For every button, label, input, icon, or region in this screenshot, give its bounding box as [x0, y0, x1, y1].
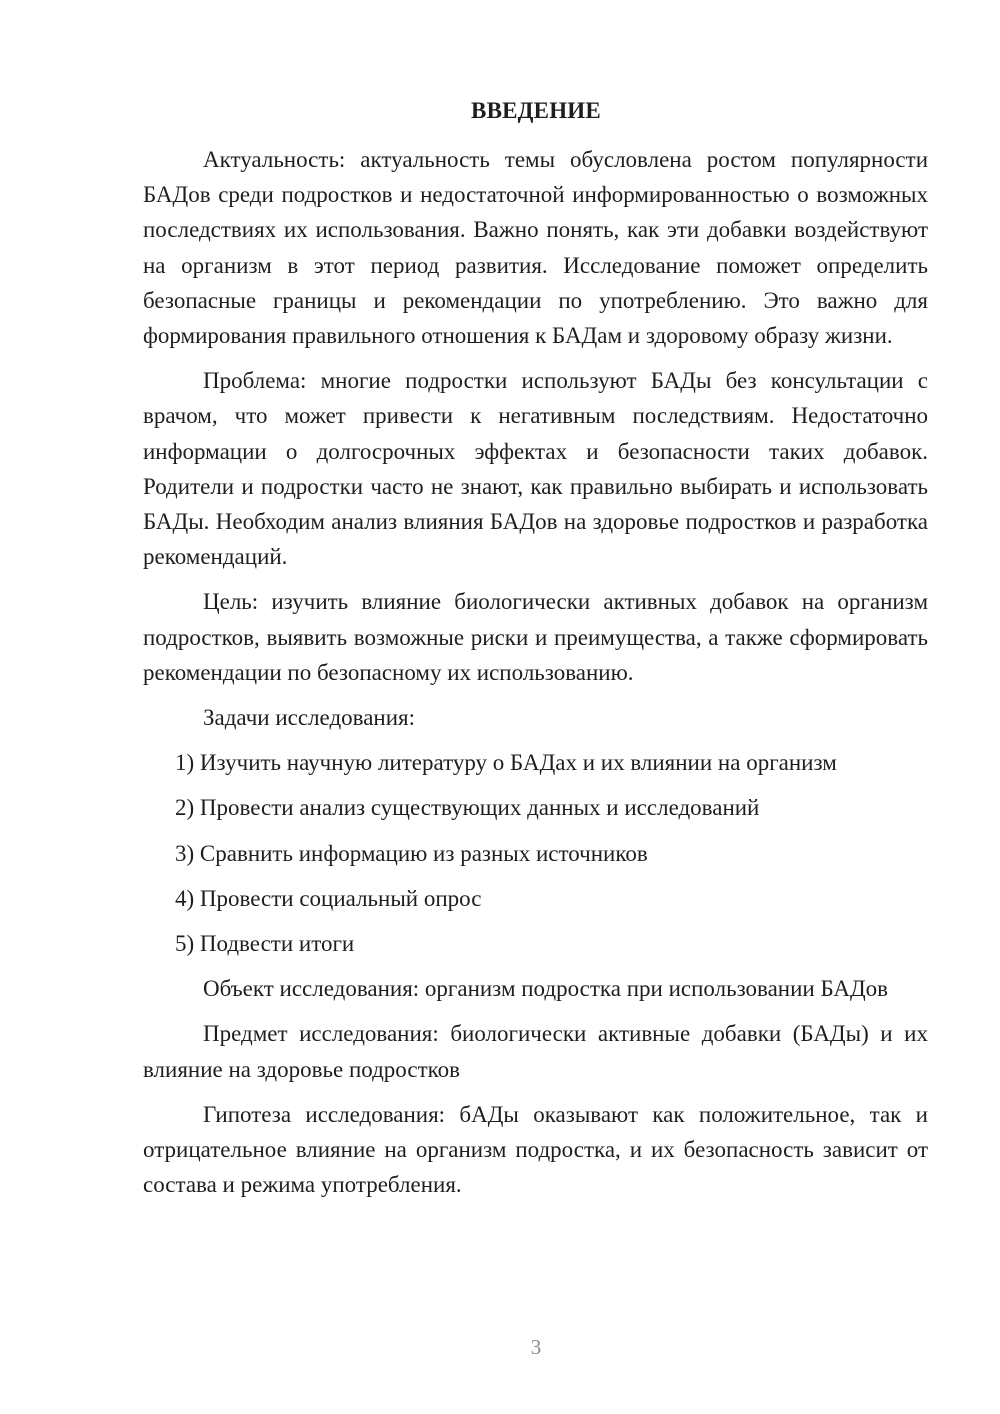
page-title: ВВЕДЕНИЕ — [471, 98, 601, 123]
tasks-heading: Задачи исследования: — [203, 705, 416, 731]
paragraph-relevance: Актуальность: актуальность темы обусловлена ростом популярности БАДов среди подростков и недостаточной информированностью о возможных последствиях их использования. Важно понять, как эти добавки воздействуют на организм в этот период развития. Исследование поможет определить безопасные границы и рекомендации по употреблению. Это важно для формирования правильного отношения к БАДам и здоровому образу жизни. — [143, 147, 928, 349]
page-number: 3 — [530, 1335, 542, 1359]
task-item: 1) Изучить научную литературу о БАДах и их влиянии на организм — [175, 750, 837, 776]
task-item: 3) Сравнить информацию из разных источников — [175, 840, 648, 866]
tasks-list — [143, 745, 928, 961]
paragraph-problem: Проблема: многие подростки используют БАДы без консультации с врачом, что может привести к негативным последствиям. Недостаточно информации о долгосрочных эффектах и безопасности таких добавок. Родители и подростки часто не знают, как правильно выбирать и использовать БАДы. Необходим анализ влияния БАДов на здоровье подростков и разработка рекомендаций. — [143, 368, 928, 570]
paragraph-goal: Цель: изучить влияние биологически активных добавок на организм подростков, выявить возможные риски и преимущества, а также сформировать рекомендации по безопасному их использованию. — [143, 589, 928, 685]
document-body — [143, 142, 928, 1212]
paragraph-hypothesis: Гипотеза исследования: бАДы оказывают как положительное, так и отрицательное влияние на организм подростка, и их безопасность зависит от состава и режима употребления. — [143, 1101, 928, 1198]
task-item: 5) Подвести итоги — [175, 931, 355, 957]
task-item: 4) Провести социальный опрос — [175, 885, 482, 911]
task-item: 2) Провести анализ существующих данных и исследований — [175, 795, 760, 821]
paragraph-object: Объект исследования: организм подростка при использовании БАДов — [203, 976, 889, 1002]
paragraph-subject: Предмет исследования: биологически активные добавки (БАДы) и их влияние на здоровье подростков — [143, 1021, 928, 1082]
